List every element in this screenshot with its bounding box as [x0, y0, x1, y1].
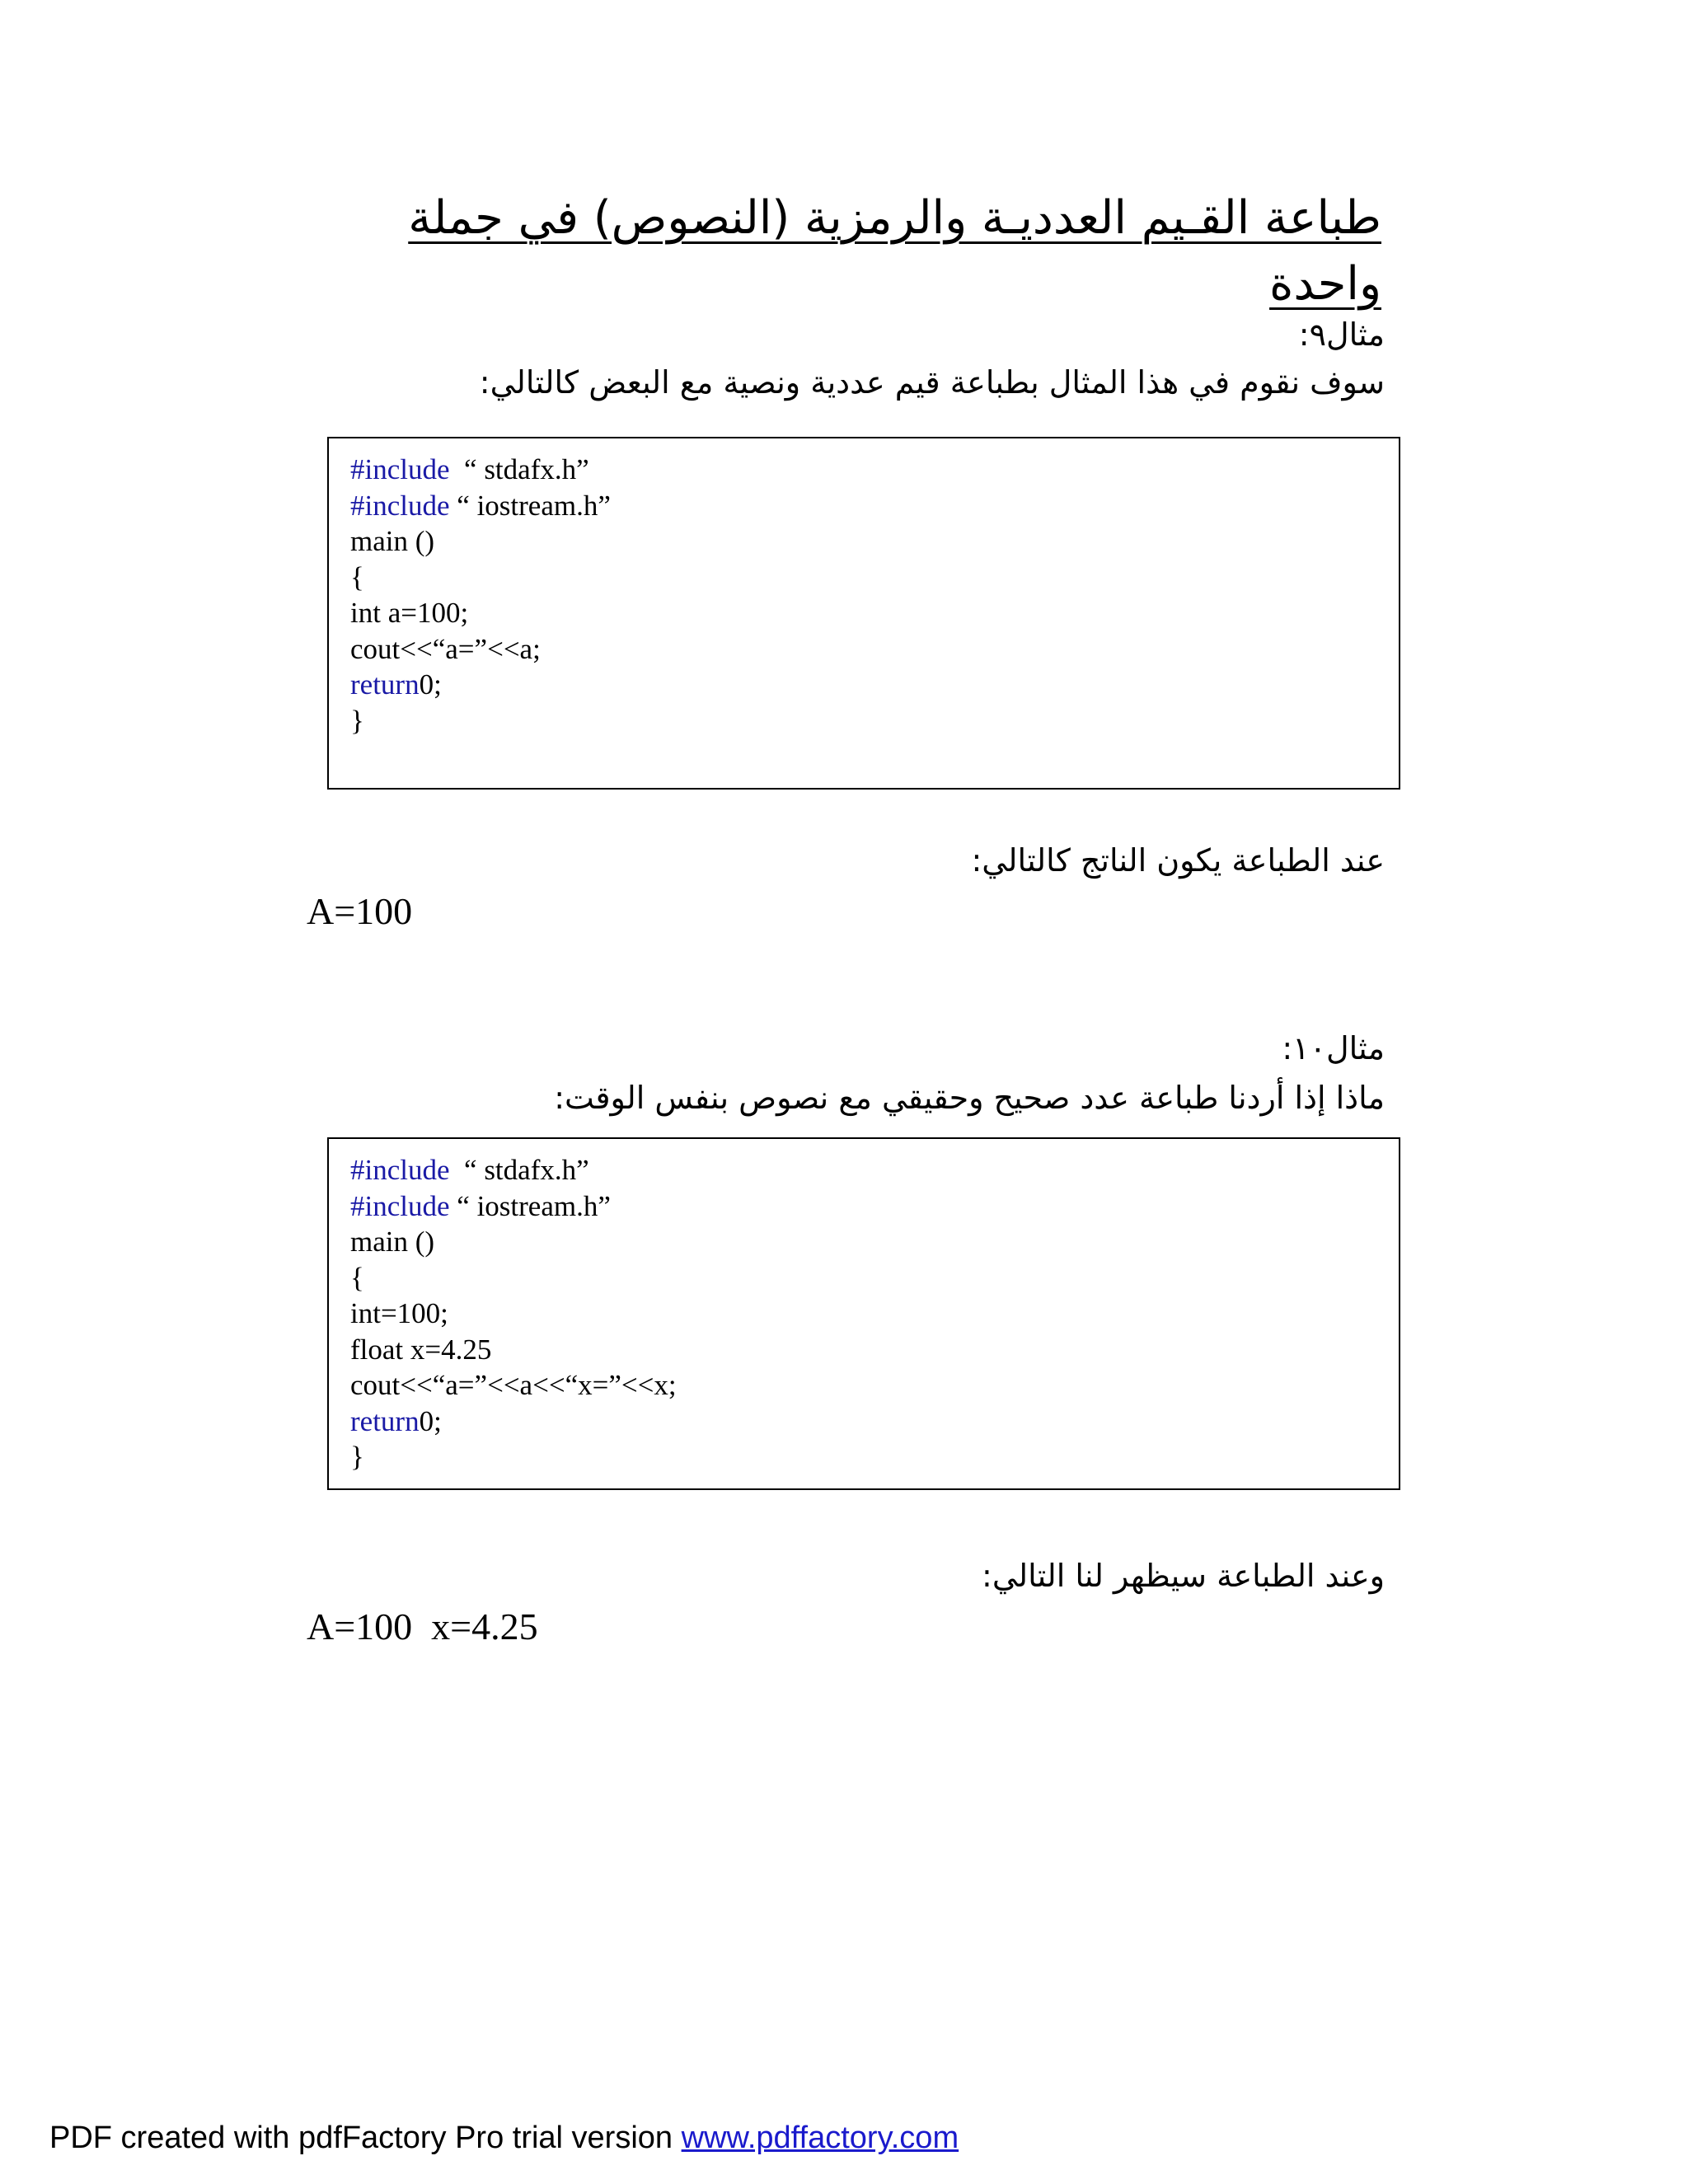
code-line: int=100;: [350, 1297, 448, 1329]
code-text: “ iostream.h”: [449, 1189, 611, 1222]
footer-text: PDF created with pdfFactory Pro trial version: [49, 2121, 682, 2155]
code-line: cout<<“a=”<<a;: [350, 632, 541, 665]
code-line: }: [350, 1441, 364, 1473]
code-line: {: [350, 560, 364, 593]
code-line: int a=100;: [350, 597, 469, 629]
code-line: [350, 452, 1399, 488]
footer-link[interactable]: www.pdffactory.com: [681, 2121, 959, 2155]
example-10-output-label: وعند الطباعة سيظهر لنا التالي:: [982, 1558, 1385, 1594]
code-text: “ iostream.h”: [449, 489, 611, 522]
page-title: طباعة القـيم العدديـة والرمزية (النصوص) في جملة واحدة: [408, 191, 1381, 311]
example-10-label: مثال١٠:: [1282, 1030, 1385, 1066]
code-line: main (): [350, 1226, 435, 1258]
example-10-code-block: [327, 1137, 1400, 1490]
code-line: float x=4.25: [350, 1333, 492, 1366]
example-9-output-label: عند الطباعة يكون الناتج كالتالي:: [971, 842, 1385, 879]
example-9-label: مثال٩:: [1298, 316, 1385, 353]
code-text: 0;: [419, 668, 442, 701]
code-line: [350, 1188, 1399, 1225]
code-line: {: [350, 1261, 364, 1294]
code-line: cout<<“a=”<<a<<“x=”<<x;: [350, 1369, 677, 1401]
code-keyword: #include: [350, 489, 450, 522]
code-line: [350, 1404, 1399, 1440]
code-keyword: return: [350, 1404, 420, 1437]
pdf-footer: [49, 2118, 959, 2158]
example-10-description: ماذا إذا أردنا طباعة عدد صحيح وحقيقي مع نصوص بنفس الوقت:: [554, 1080, 1385, 1116]
example-9-description: سوف نقوم في هذا المثال بطباعة قيم عددية ونصية مع البعض كالتالي:: [479, 364, 1385, 401]
code-keyword: return: [350, 668, 420, 701]
example-9-output: A=100: [307, 890, 413, 932]
example-9-code-block: [327, 437, 1400, 790]
code-keyword: #include: [350, 453, 450, 485]
code-text: 0;: [419, 1404, 442, 1437]
code-line: main (): [350, 525, 435, 557]
code-text: “ stdafx.h”: [449, 1154, 589, 1186]
code-line: [350, 1152, 1399, 1188]
code-keyword: #include: [350, 1154, 450, 1186]
code-keyword: #include: [350, 1189, 450, 1222]
code-text: “ stdafx.h”: [449, 453, 589, 485]
example-10-output: A=100 x=4.25: [307, 1605, 538, 1647]
code-line: [350, 488, 1399, 524]
code-line: }: [350, 704, 364, 737]
code-line: [350, 667, 1399, 703]
